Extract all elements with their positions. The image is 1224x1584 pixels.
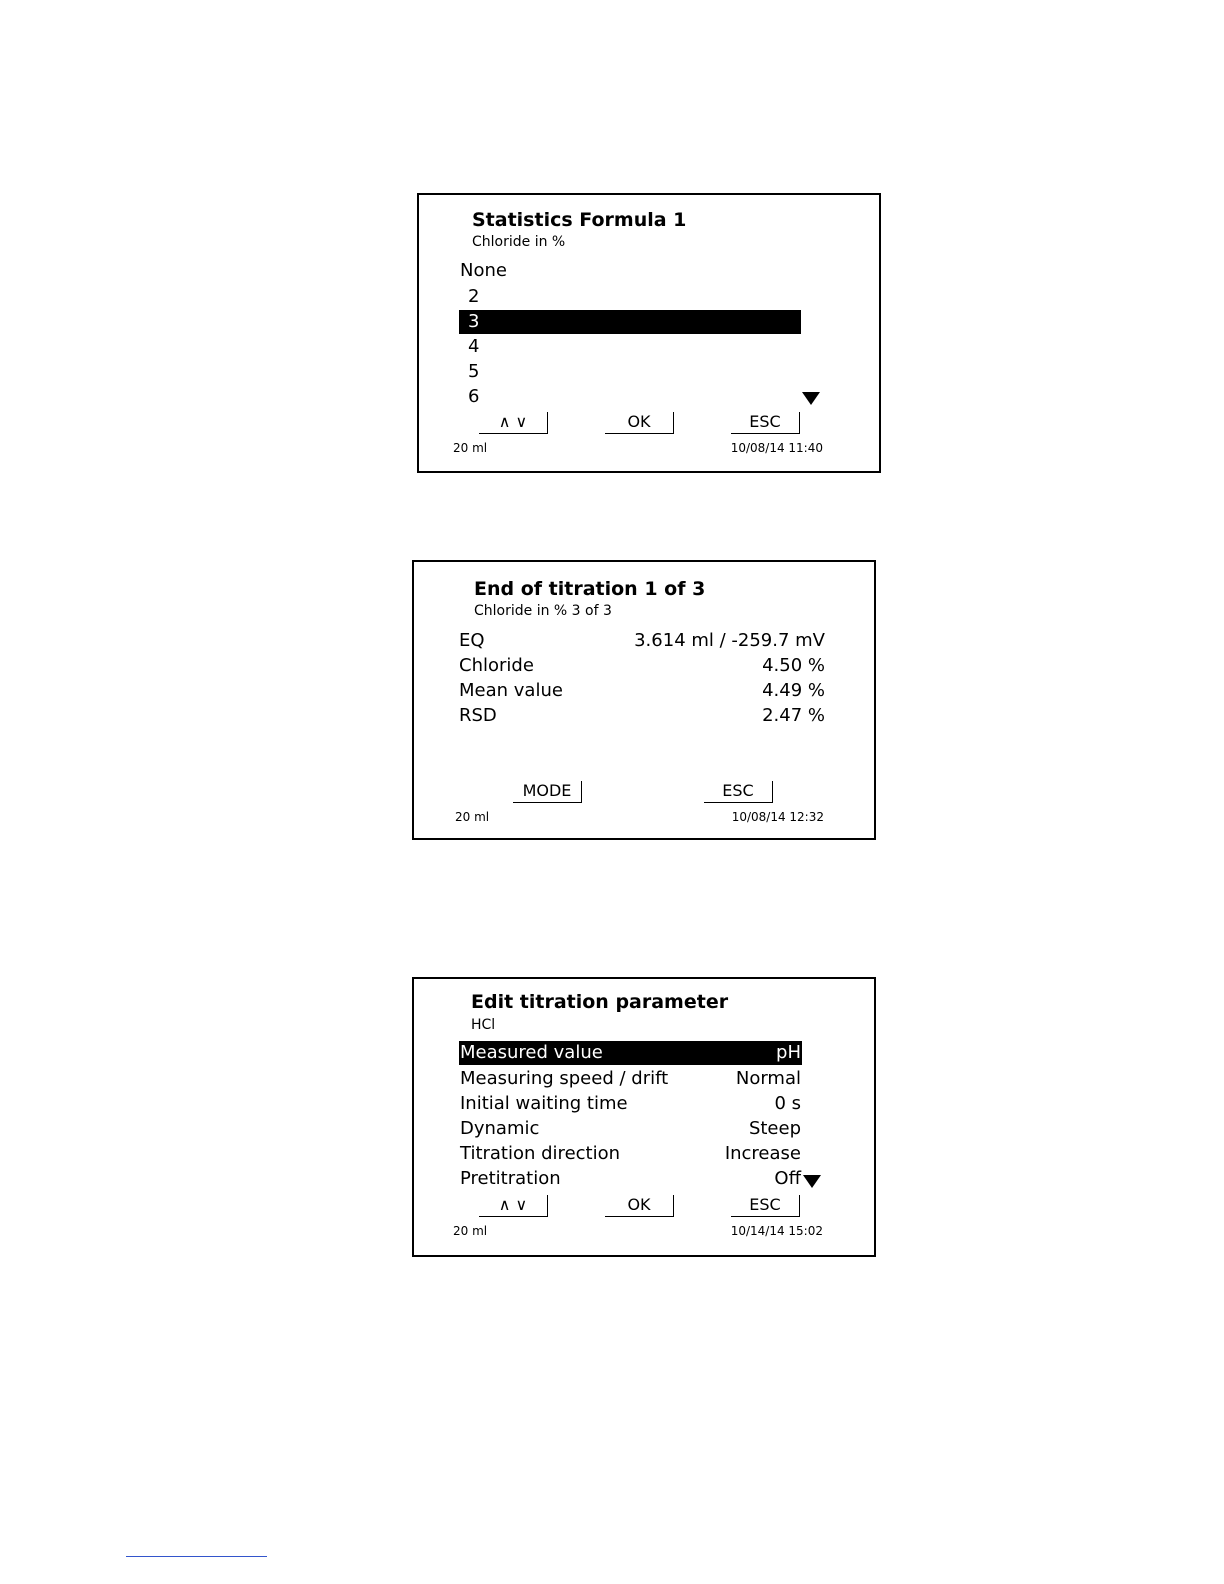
screen-subtitle: HCl [471,1017,496,1033]
result-label: RSD [459,705,497,726]
footnote-separator [126,1556,267,1557]
param-value: Steep [748,1118,801,1139]
screen-subtitle: Chloride in % 3 of 3 [474,603,612,619]
ok-button[interactable]: OK [605,412,674,434]
result-label: Chloride [459,655,534,676]
list-item-label: 4 [468,336,480,357]
list-item-4[interactable] [459,335,801,359]
param-value: 0 s [774,1093,801,1114]
date-time: 10/08/14 12:32 [731,810,824,824]
esc-button[interactable]: ESC [731,412,800,434]
esc-button[interactable]: ESC [731,1195,800,1217]
result-label: Mean value [459,680,563,701]
result-row-rsd [458,704,826,728]
list-item-3-selected[interactable] [459,310,801,334]
statistics-formula-screen [417,193,881,473]
date-time: 10/08/14 11:40 [730,441,823,455]
list-item-5[interactable] [459,360,801,384]
param-label: Pretitration [460,1168,561,1189]
param-label: Dynamic [460,1118,540,1139]
nav-up-down-button[interactable]: ∧ ∨ [479,412,548,434]
param-label: Measuring speed / drift [460,1068,669,1089]
param-value: Off [774,1168,801,1189]
result-row-eq [458,629,826,653]
list-item-label: 6 [468,386,480,407]
result-value: 2.47 % [762,705,825,726]
screen-subtitle: Chloride in % [472,234,566,250]
list-item-label: None [460,260,507,281]
param-label: Measured value [460,1042,603,1063]
end-of-titration-screen [412,560,876,840]
result-value: 4.50 % [762,655,825,676]
edit-titration-parameter-screen [412,977,876,1257]
result-row-mean-value [458,679,826,703]
burette-volume: 20 ml [453,441,488,455]
param-row-initial-waiting-time[interactable] [459,1092,802,1116]
burette-volume: 20 ml [453,1224,488,1238]
scroll-down-icon[interactable] [803,1175,821,1188]
result-value: 4.49 % [762,680,825,701]
list-item-label: 3 [468,311,480,332]
screen-title: Edit titration parameter [471,991,729,1013]
list-item-none[interactable] [459,259,801,283]
burette-volume: 20 ml [455,810,490,824]
scroll-down-icon[interactable] [802,392,820,405]
param-value: pH [776,1042,801,1063]
screen-title: End of titration 1 of 3 [474,578,706,600]
screen-title: Statistics Formula 1 [472,209,687,231]
param-row-measuring-speed[interactable] [459,1067,802,1091]
param-value: Increase [724,1143,801,1164]
mode-button[interactable]: MODE [513,781,582,803]
list-item-label: 5 [468,361,480,382]
param-row-dynamic[interactable] [459,1117,802,1141]
list-item-label: 2 [468,286,480,307]
param-row-measured-value[interactable] [459,1041,802,1065]
param-value: Normal [735,1068,801,1089]
result-value: 3.614 ml / -259.7 mV [634,630,825,651]
result-row-chloride [458,654,826,678]
param-label: Titration direction [460,1143,621,1164]
result-label: EQ [459,630,485,651]
list-item-6[interactable] [459,385,801,409]
ok-button[interactable]: OK [605,1195,674,1217]
esc-button[interactable]: ESC [704,781,773,803]
list-item-2[interactable] [459,285,801,309]
date-time: 10/14/14 15:02 [730,1224,823,1238]
param-row-titration-direction[interactable] [459,1142,802,1166]
param-label: Initial waiting time [460,1093,628,1114]
nav-up-down-button[interactable]: ∧ ∨ [479,1195,548,1217]
param-row-pretitration[interactable] [459,1167,802,1191]
